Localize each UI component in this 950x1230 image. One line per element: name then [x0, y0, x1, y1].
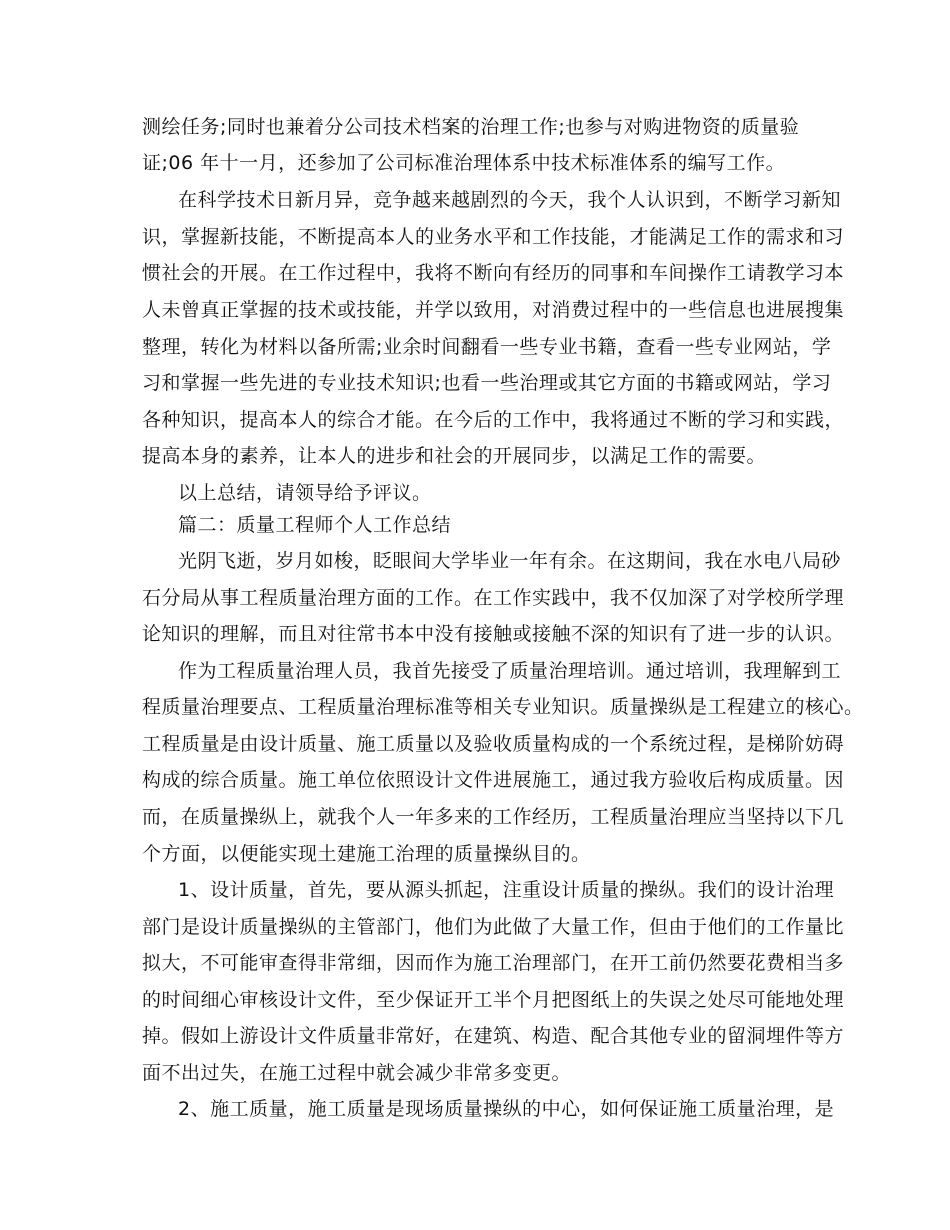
text-line: 1、设计质量，首先，要从源头抓起，注重设计质量的操纵。我们的设计治理: [178, 879, 835, 901]
text-line: 掉。假如上游设计文件质量非常好，在建筑、构造、配合其他专业的留洞埋件等方: [142, 1025, 845, 1047]
text-line: 光阴飞逝，岁月如梭，眨眼间大学毕业一年有余。在这期间，我在水电八局砂: [178, 550, 842, 572]
text-line: 证;06 年十一月，还参加了公司标准治理体系中技术标准体系的编写工作。: [142, 152, 786, 174]
text-line: 习和掌握一些先进的专业技术知识;也看一些治理或其它方面的书籍或网站，学习: [142, 372, 832, 394]
text-line: 测绘任务;同时也兼着分公司技术档案的治理工作;也参与对购进物资的质量验: [142, 116, 800, 138]
text-line: 构成的综合质量。施工单位依照设计文件进展施工，通过我方验收后构成质量。因: [142, 769, 845, 791]
text-line: 拟大，不可能审查得非常细，因而作为施工治理部门，在开工前仍然要花费相当多: [142, 952, 845, 974]
text-line: 个方面，以便能实现土建施工治理的质量操纵目的。: [142, 843, 591, 865]
text-line: 惯社会的开展。在工作过程中，我将不断向有经历的同事和车间操作工请教学习本: [142, 262, 845, 284]
text-line: 人未曾真正掌握的技术或技能，并学以致用，对消费过程中的一些信息也进展搜集: [142, 299, 845, 321]
text-line: 面不出过失，在施工过程中就会减少非常多变更。: [142, 1062, 572, 1084]
text-line: 而，在质量操纵上，就我个人一年多来的工作经历，工程质量治理应当坚持以下几: [142, 806, 845, 828]
text-line: 识，掌握新技能，不断提高本人的业务水平和工作技能，才能满足工作的需求和习: [142, 226, 845, 248]
section-heading: 篇二：质量工程师个人工作总结: [178, 514, 452, 536]
text-line: 工程质量是由设计质量、施工质量以及验收质量构成的一个系统过程，是梯阶妨碍: [142, 733, 845, 755]
text-line: 在科学技术日新月异，竞争越来越剧烈的今天，我个人认识到，不断学习新知: [178, 189, 842, 211]
text-line: 2、施工质量，施工质量是现场质量操纵的中心，如何保证施工质量治理，是: [178, 1098, 835, 1120]
text-line: 部门是设计质量操纵的主管部门，他们为此做了大量工作，但由于他们的工作量比: [142, 916, 845, 938]
text-line: 作为工程质量治理人员，我首先接受了质量治理培训。通过培训，我理解到工: [178, 660, 842, 682]
text-line: 论知识的理解，而且对往常书本中没有接触或接触不深的知识有了进一步的认识。: [142, 623, 845, 645]
text-line: 以上总结，请领导给予评议。: [178, 482, 432, 504]
text-line: 整理，转化为材料以备所需;业余时间翻看一些专业书籍，查看一些专业网站，学: [142, 336, 832, 358]
text-line: 提高本身的素养，让本人的进步和社会的开展同步，以满足工作的需要。: [142, 445, 767, 467]
text-line: 各种知识，提高本人的综合才能。在今后的工作中，我将通过不断的学习和实践，: [142, 409, 845, 431]
text-line: 的时间细心审核设计文件，至少保证开工半个月把图纸上的失误之处尽可能地处理: [142, 989, 845, 1011]
text-line: 程质量治理要点、工程质量治理标准等相关专业知识。质量操纵是工程建立的核心。: [142, 696, 864, 718]
text-line: 石分局从事工程质量治理方面的工作。在工作实践中，我不仅加深了对学校所学理: [142, 587, 845, 609]
